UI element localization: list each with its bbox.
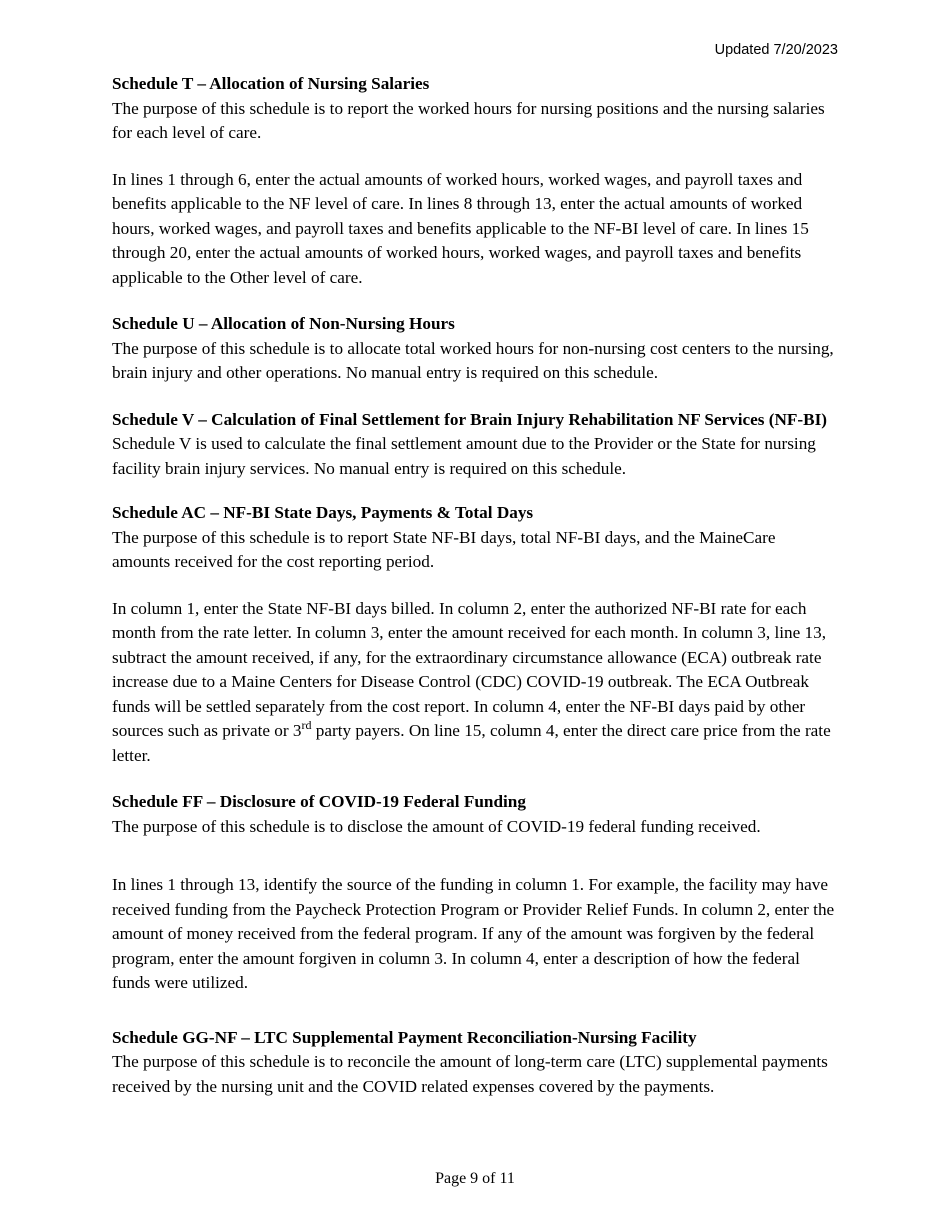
schedule-v-text: Schedule V is used to calculate the final settlement amount due to the Provider or the State for nursing facility brain injury services. No manual entry is required on this schedule. — [112, 434, 816, 478]
schedule-ac-instructions-part1: In column 1, enter the State NF-BI days billed. In column 2, enter the authorized NF-BI rate for each month from the rate letter. In column 3, enter the amount received for each month. In column 3, line 13, subtract the amount received, if any, for the extraordinary circumstance allowance (ECA) outbreak rate increase due to a Maine Centers for Disease Control (CDC) COVID-19 outbreak. The ECA Outbreak funds will be settled separately from the cost report. In column 4, enter the NF-BI days paid by other sources such as private or 3 — [112, 598, 827, 740]
schedule-gg-purpose: The purpose of this schedule is to reconcile the amount of long-term care (LTC) supplemental payments received by the nursing unit and the COVID related expenses covered by the payments. — [112, 1052, 828, 1096]
schedule-v-heading: Schedule V – Calculation of Final Settlement for Brain Injury Rehabilitation NF Services (NF-BI) — [112, 409, 828, 429]
schedule-t-instructions: In lines 1 through 6, enter the actual amounts of worked hours, worked wages, and payroll taxes and benefits applicable to the NF level of care. In lines 8 through 13, enter the actual amounts of worked hours, worked wages, and payroll taxes and benefits applicable to the NF-BI level of care. In lines 15 through 20, enter the actual amounts of worked hours, worked wages, and payroll taxes and benefits applicable to the Other level of care. — [112, 169, 809, 287]
schedule-ff-purpose: The purpose of this schedule is to disclose the amount of COVID-19 federal funding received. — [112, 816, 761, 836]
ordinal-superscript: rd — [301, 718, 312, 732]
schedule-u-heading: Schedule U – Allocation of Non-Nursing Hours — [112, 314, 455, 333]
schedule-u-purpose: The purpose of this schedule is to allocate total worked hours for non-nursing cost centers to the nursing, brain injury and other operations. No manual entry is required on this schedule. — [112, 338, 834, 382]
schedule-ac-instructions — [112, 597, 836, 769]
schedule-v-paragraph — [112, 408, 836, 482]
schedule-ac-instructions-part2: party payers. On line 15, column 4, enter the direct care price from the rate letter. — [112, 721, 831, 765]
schedule-ac-heading: Schedule AC – NF-BI State Days, Payments & Total Days — [112, 503, 534, 522]
page-number: Page 9 of 11 — [435, 1170, 515, 1187]
schedule-t-purpose: The purpose of this schedule is to report the worked hours for nursing positions and the nursing salaries for each level of care. — [112, 98, 825, 142]
schedule-ff-heading: Schedule FF – Disclosure of COVID-19 Federal Funding — [112, 792, 526, 811]
updated-date: Updated 7/20/2023 — [714, 42, 838, 58]
schedule-t-heading: Schedule T – Allocation of Nursing Salaries — [112, 74, 430, 93]
document-body — [112, 72, 836, 1099]
schedule-ff-instructions: In lines 1 through 13, identify the source of the funding in column 1. For example, the facility may have received funding from the Paycheck Protection Program or Provider Relief Funds. In column 2, enter the amount of money received from the federal program. If any of the amount was forgiven by the federal program, enter the amount forgiven in column 3. In column 4, enter a description of how the federal funds were utilized. — [112, 875, 835, 992]
schedule-ac-purpose: The purpose of this schedule is to report State NF-BI days, total NF-BI days, and the MaineCare amounts received for the cost reporting period. — [112, 527, 776, 571]
schedule-gg-heading: Schedule GG-NF – LTC Supplemental Payment Reconciliation-Nursing Facility — [112, 1027, 697, 1047]
